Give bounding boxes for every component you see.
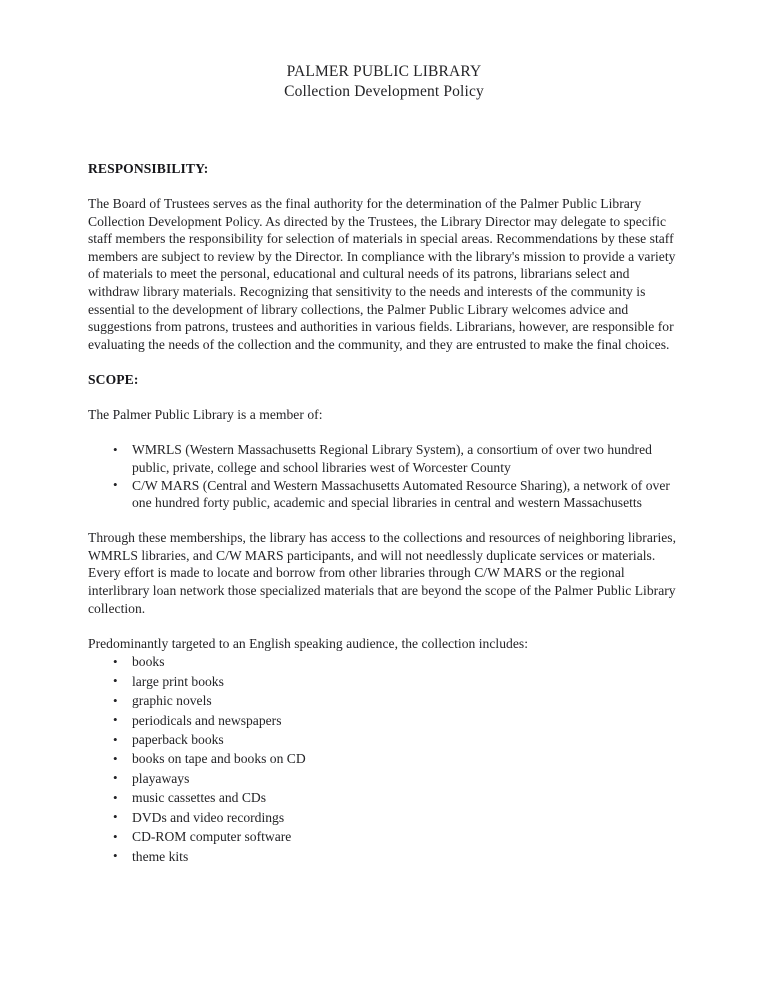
document-title-line-1: PALMER PUBLIC LIBRARY [286, 63, 482, 80]
membership-list [88, 441, 684, 511]
list-item: • playaways [88, 769, 684, 788]
spacer [88, 512, 684, 530]
spacer [88, 389, 684, 407]
spacer [88, 424, 684, 442]
document-title-block [0, 0, 768, 102]
list-item: • books on tape and books on CD [88, 749, 684, 768]
section-heading-responsibility: RESPONSIBILITY: [88, 161, 209, 176]
list-item: • paperback books [88, 730, 684, 749]
document-title-line-2: Collection Development Policy [284, 83, 484, 100]
paragraph-responsibility: The Board of Trustees serves as the final authority for the determination of the Palmer Public Library Collection Development Policy. As directed by the Trustees, the Library Director may delegate to specific staff members the responsibility for selection of materials in special areas. Recommendations by these staff members are subject to review by the Director. In compliance with the library's mission to provide a variety of materials to meet the personal, educational and cultural needs of its patrons, librarians select and withdraw library materials. Recognizing that sensitivity to the needs and interests of the community is essential to the development of library collections, the Palmer Public Library welcomes advice and suggestions from patrons, trustees and authorities in various fields. Librarians, however, are responsible for evaluating the needs of the collection and the community, and they are entrusted to make the final choices. [88, 196, 676, 352]
list-item: • C/W MARS (Central and Western Massachusetts Automated Resource Sharing), a network of over one hundred forty public, academic and special libraries in central and western Massachusetts [88, 477, 684, 512]
list-item: • graphic novels [88, 691, 684, 710]
list-item: • CD-ROM computer software [88, 827, 684, 846]
list-item: • DVDs and video recordings [88, 808, 684, 827]
paragraph-collection-intro: Predominantly targeted to an English speaking audience, the collection includes: [88, 635, 529, 651]
paragraph-memberships: Through these memberships, the library has access to the collections and resources of neighboring libraries, WMRLS libraries, and C/W MARS participants, and will not needlessly duplicate services or materials. Every effort is made to locate and borrow from other libraries through C/W MARS or the regional interlibrary loan network those specialized materials that are beyond the scope of the Palmer Public Library collection. [88, 530, 677, 616]
list-item: • WMRLS (Western Massachusetts Regional Library System), a consortium of over two hundred public, private, college and school libraries west of Worcester County [88, 441, 684, 476]
list-item: • periodicals and newspapers [88, 711, 684, 730]
list-item: • music cassettes and CDs [88, 788, 684, 807]
paragraph-scope-intro: The Palmer Public Library is a member of: [88, 407, 323, 423]
collection-items-list [88, 652, 684, 865]
document-body [88, 160, 684, 866]
list-item: • theme kits [88, 847, 684, 866]
spacer [88, 353, 684, 371]
list-item: • large print books [88, 672, 684, 691]
section-heading-scope: SCOPE: [88, 372, 139, 388]
spacer [88, 178, 684, 196]
spacer [88, 617, 684, 635]
list-item: • books [88, 652, 684, 671]
